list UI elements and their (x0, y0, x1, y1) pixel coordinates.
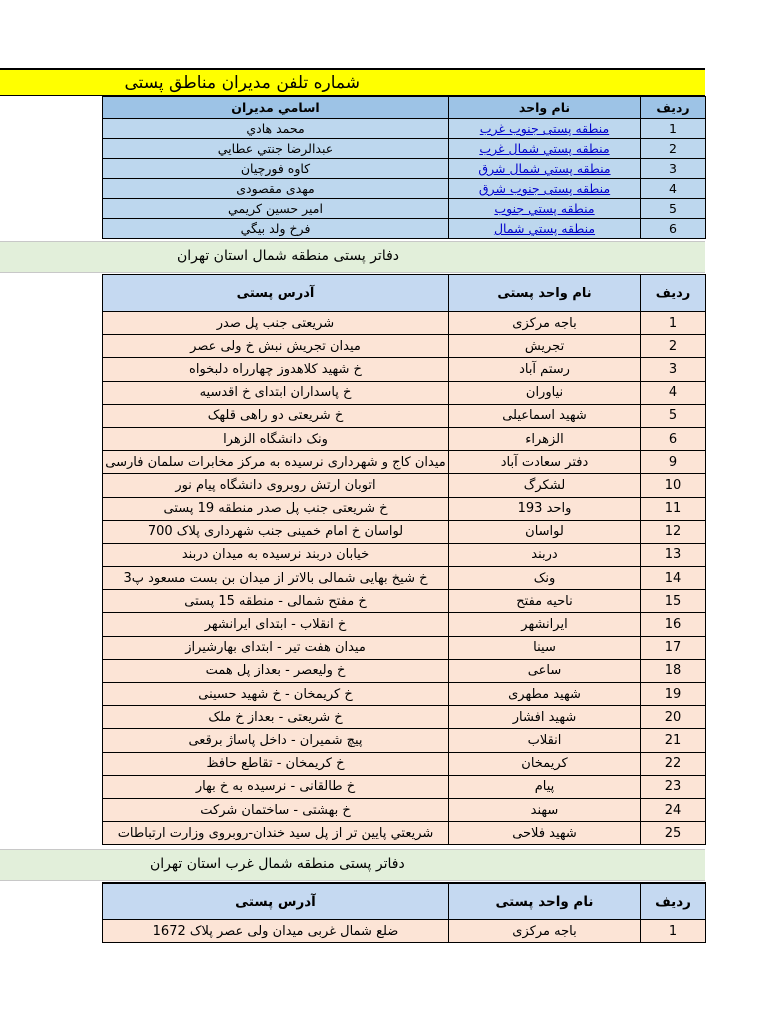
unit-name-cell: واحد 193 (449, 497, 641, 520)
row-number: 20 (641, 706, 706, 729)
table-row (103, 139, 706, 159)
address-cell: شريعتي پايين تر از پل سید خندان-روبروی وزارت ارتباطات (103, 822, 449, 845)
table-row (103, 179, 706, 199)
sheet-title: شماره تلفن مديران مناطق پستی (124, 73, 360, 93)
header-unit-name: نام واحد پستی (449, 883, 641, 920)
unit-name-cell: لشکرگ (449, 474, 641, 497)
table-row (103, 381, 706, 404)
row-number: 15 (641, 590, 706, 613)
table-row (103, 613, 706, 636)
row-number: 17 (641, 636, 706, 659)
row-number: 3 (641, 159, 706, 179)
northwest-header-row (103, 883, 706, 920)
address-cell: خ کریمخان - تقاطع حافظ (103, 752, 449, 775)
header-address: آدرس پستی (103, 275, 449, 312)
unit-name-cell: ساعی (449, 659, 641, 682)
northwest-section-title: دفاتر پستی منطقه شمال غرب استان تهران (150, 856, 405, 872)
row-number: 13 (641, 543, 706, 566)
manager-name: عبدالرضا جنتي عطايي (103, 139, 449, 159)
table-row (103, 706, 706, 729)
row-number: 23 (641, 775, 706, 798)
row-number: 18 (641, 659, 706, 682)
row-number: 22 (641, 752, 706, 775)
unit-name-cell: دربند (449, 543, 641, 566)
row-number: 3 (641, 358, 706, 381)
address-cell: خ کریمخان - خ شهید حسینی (103, 683, 449, 706)
address-cell: خ ولیعصر - بعداز پل همت (103, 659, 449, 682)
table-row (103, 199, 706, 219)
address-cell: اتوبان ارتش روبروی دانشگاه پیام نور (103, 474, 449, 497)
address-cell: خ بهشتی - ساختمان شرکت (103, 798, 449, 821)
row-number: 5 (641, 199, 706, 219)
table-row (103, 636, 706, 659)
table-row (103, 159, 706, 179)
north-section-title: دفاتر پستی منطقه شمال استان تهران (176, 248, 400, 264)
unit-name-cell: باجه مرکزی (449, 920, 641, 943)
unit-name-cell: شهید فلاحی (449, 822, 641, 845)
table-row (103, 729, 706, 752)
unit-link[interactable]: منطقه پستي جنوب (449, 199, 641, 219)
address-cell: میدان هفت تیر - ابتدای بهارشیراز (103, 636, 449, 659)
address-cell: خ انقلاب - ابتدای ایرانشهر (103, 613, 449, 636)
row-number: 12 (641, 520, 706, 543)
unit-name-cell: ناحیه مفتح (449, 590, 641, 613)
table-row (103, 520, 706, 543)
manager-name: مهدی مقصودی (103, 179, 449, 199)
header-radif: ردیف (641, 883, 706, 920)
unit-name-cell: ایرانشهر (449, 613, 641, 636)
header-address: آدرس پستی (103, 883, 449, 920)
unit-link[interactable]: منطقه پستي شمال شرق (449, 159, 641, 179)
managers-header-row (103, 97, 706, 119)
row-number: 6 (641, 427, 706, 450)
header-managers-names: اسامي مديران (103, 97, 449, 119)
manager-name: محمد هادي (103, 119, 449, 139)
address-cell: شریعتی جنب پل صدر (103, 312, 449, 335)
unit-name-cell: سهند (449, 798, 641, 821)
table-row (103, 775, 706, 798)
unit-name-cell: انقلاب (449, 729, 641, 752)
unit-name-cell: رستم آباد (449, 358, 641, 381)
managers-table (102, 96, 706, 239)
address-cell: ونک دانشگاه الزهرا (103, 427, 449, 450)
unit-name-cell: دفتر سعادت آباد (449, 451, 641, 474)
address-cell: خ شریعتی - بعداز خ ملک (103, 706, 449, 729)
unit-name-cell: نیاوران (449, 381, 641, 404)
table-row (103, 683, 706, 706)
address-cell: میدان کاج و شهرداری نرسیده به مرکز مخابرات سلمان فارسی (103, 451, 449, 474)
table-row (103, 451, 706, 474)
row-number: 11 (641, 497, 706, 520)
address-cell: خ مفتح شمالی - منطقه 15 پستی (103, 590, 449, 613)
row-number: 16 (641, 613, 706, 636)
unit-name-cell: کریمخان (449, 752, 641, 775)
header-unit-name: نام واحد پستی (449, 275, 641, 312)
address-cell: پیچ شمیران - داخل پاساژ برقعی (103, 729, 449, 752)
row-number: 9 (641, 451, 706, 474)
manager-name: کاوه فورچيان (103, 159, 449, 179)
header-radif: رديف (641, 97, 706, 119)
table-row (103, 659, 706, 682)
table-row (103, 567, 706, 590)
north-header-row (103, 275, 706, 312)
row-number: 21 (641, 729, 706, 752)
row-number: 6 (641, 219, 706, 239)
row-number: 19 (641, 683, 706, 706)
unit-name-cell: شهید مطهری (449, 683, 641, 706)
address-cell: خ شریعتی دو راهی قلهک (103, 404, 449, 427)
unit-name-cell: ونک (449, 567, 641, 590)
northwest-offices-table (102, 882, 706, 943)
address-cell: خ شریعتی جنب پل صدر منطقه 19 پستی (103, 497, 449, 520)
table-row (103, 798, 706, 821)
row-number: 5 (641, 404, 706, 427)
row-number: 10 (641, 474, 706, 497)
row-number: 25 (641, 822, 706, 845)
row-number: 2 (641, 139, 706, 159)
table-row (103, 590, 706, 613)
address-cell: خ شیخ بهایی شمالی بالاتر از میدان بن بست مسعود پ3 (103, 567, 449, 590)
table-row (103, 474, 706, 497)
row-number: 1 (641, 312, 706, 335)
address-cell: لواسان خ امام خمینی جنب شهرداری پلاک 700 (103, 520, 449, 543)
table-row (103, 312, 706, 335)
unit-link[interactable]: منطقه پستی جنوب غرب (449, 119, 641, 139)
unit-name-cell: شهید افشار (449, 706, 641, 729)
unit-name-cell: باجه مرکزی (449, 312, 641, 335)
address-cell: خیابان دربند نرسیده به میدان دربند (103, 543, 449, 566)
unit-name-cell: پیام (449, 775, 641, 798)
row-number: 2 (641, 335, 706, 358)
address-cell: خ شهید کلاهدوز چهارراه دلبخواه (103, 358, 449, 381)
address-cell: میدان تجریش نبش خ ولی عصر (103, 335, 449, 358)
unit-link[interactable]: منطقه پستی جنوب شرق (449, 179, 641, 199)
manager-name: فرخ ولد بيگي (103, 219, 449, 239)
unit-link[interactable]: منطقه پستي شمال (449, 219, 641, 239)
table-row (103, 119, 706, 139)
table-row (103, 358, 706, 381)
table-row (103, 752, 706, 775)
north-offices-table (102, 274, 706, 845)
row-number: 4 (641, 179, 706, 199)
table-row (103, 543, 706, 566)
unit-name-cell: الزهراء (449, 427, 641, 450)
unit-link[interactable]: منطقه پستي شمال غرب (449, 139, 641, 159)
unit-name-cell: لواسان (449, 520, 641, 543)
table-row (103, 404, 706, 427)
table-row (103, 427, 706, 450)
address-cell: ضلع شمال غربی میدان ولی عصر پلاک 1672 (103, 920, 449, 943)
unit-name-cell: تجریش (449, 335, 641, 358)
table-row (103, 335, 706, 358)
manager-name: امير حسين كريمي (103, 199, 449, 219)
unit-name-cell: سینا (449, 636, 641, 659)
row-number: 14 (641, 567, 706, 590)
row-number: 4 (641, 381, 706, 404)
address-cell: خ طالقانی - نرسیده به خ بهار (103, 775, 449, 798)
unit-name-cell: شهید اسماعیلی (449, 404, 641, 427)
header-unit-name: نام واحد (449, 97, 641, 119)
table-row (103, 219, 706, 239)
header-radif: ردیف (641, 275, 706, 312)
row-number: 1 (641, 920, 706, 943)
table-row (103, 920, 706, 943)
row-number: 1 (641, 119, 706, 139)
table-row (103, 497, 706, 520)
row-number: 24 (641, 798, 706, 821)
table-row (103, 822, 706, 845)
address-cell: خ پاسداران ابتدای خ اقدسیه (103, 381, 449, 404)
